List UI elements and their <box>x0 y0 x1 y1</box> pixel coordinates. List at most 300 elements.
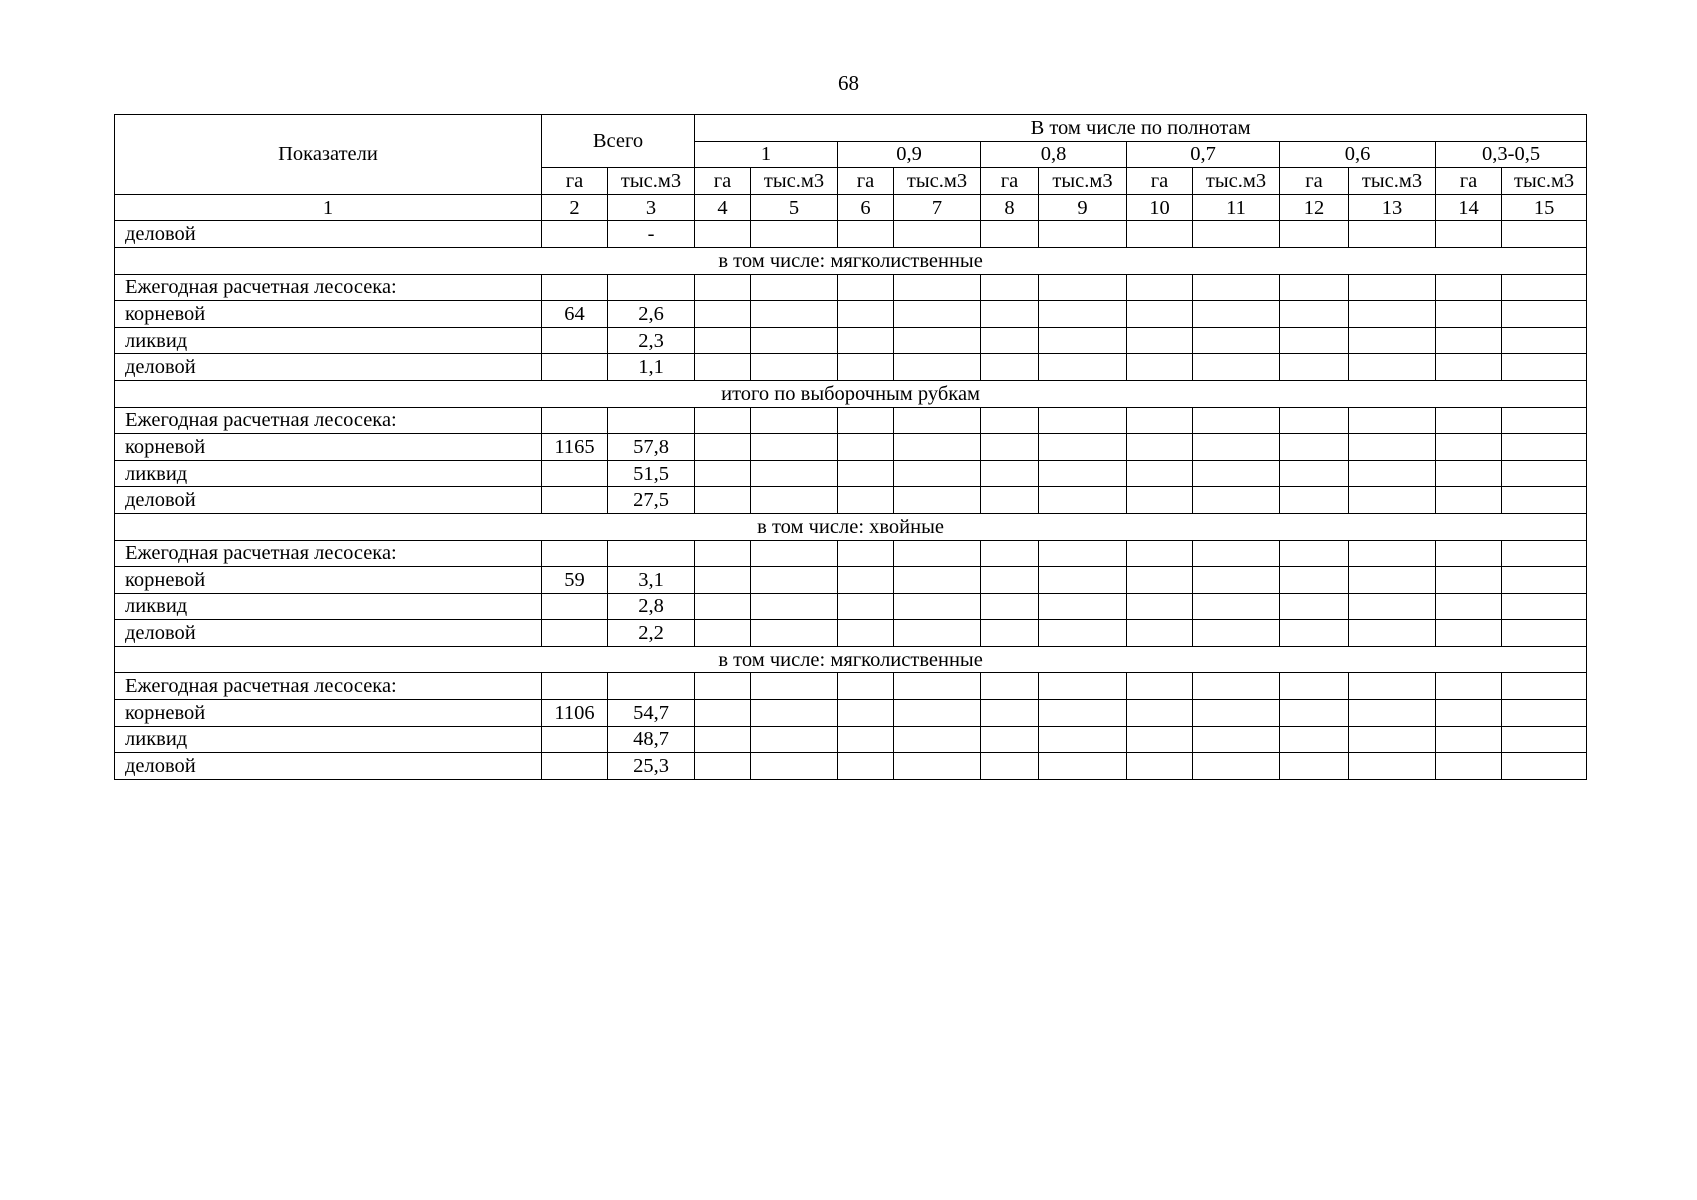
density-cell <box>894 567 981 594</box>
row-label: корневой <box>115 301 542 328</box>
density-cell <box>981 301 1039 328</box>
table-row <box>115 301 1587 328</box>
density-cell <box>1127 274 1193 301</box>
column-number: 8 <box>981 194 1039 221</box>
column-number-row <box>115 194 1587 221</box>
density-cell <box>838 354 894 381</box>
density-cell <box>751 673 838 700</box>
density-cell <box>838 434 894 461</box>
total-ha-cell: 64 <box>542 301 608 328</box>
density-cell <box>1436 274 1502 301</box>
table-row <box>115 407 1587 434</box>
total-ha-cell <box>542 354 608 381</box>
density-cell <box>1127 407 1193 434</box>
total-ha-cell <box>542 593 608 620</box>
density-cell <box>1127 354 1193 381</box>
density-cell <box>894 700 981 727</box>
density-cell <box>695 540 751 567</box>
density-header: 0,8 <box>981 141 1127 168</box>
density-cell <box>751 301 838 328</box>
density-cell <box>1193 327 1280 354</box>
density-cell <box>1349 620 1436 647</box>
density-cell <box>1349 274 1436 301</box>
column-number: 11 <box>1193 194 1280 221</box>
density-cell <box>1127 301 1193 328</box>
density-cell <box>695 487 751 514</box>
density-cell <box>695 753 751 780</box>
density-cell <box>1193 354 1280 381</box>
density-cell <box>751 620 838 647</box>
section-row <box>115 380 1587 407</box>
density-cell <box>1039 620 1127 647</box>
row-label: ликвид <box>115 593 542 620</box>
density-cell <box>981 753 1039 780</box>
section-title: итого по выборочным рубкам <box>115 380 1587 407</box>
density-header: 0,3-0,5 <box>1436 141 1587 168</box>
total-ha-cell: 59 <box>542 567 608 594</box>
total-volume-cell: 2,2 <box>608 620 695 647</box>
density-cell <box>1280 487 1349 514</box>
density-cell <box>1502 407 1587 434</box>
density-cell <box>1039 327 1127 354</box>
density-cell <box>1349 753 1436 780</box>
row-label: корневой <box>115 700 542 727</box>
density-header: 1 <box>695 141 838 168</box>
unit-ha-header: га <box>1280 168 1349 195</box>
density-cell <box>838 221 894 248</box>
table-row <box>115 567 1587 594</box>
density-cell <box>695 593 751 620</box>
section-row <box>115 646 1587 673</box>
density-cell <box>1349 567 1436 594</box>
density-cell <box>1502 700 1587 727</box>
density-cell <box>1127 540 1193 567</box>
density-cell <box>981 620 1039 647</box>
column-number: 5 <box>751 194 838 221</box>
density-cell <box>838 753 894 780</box>
density-cell <box>981 673 1039 700</box>
total-volume-cell <box>608 540 695 567</box>
density-cell <box>894 221 981 248</box>
density-cell <box>751 460 838 487</box>
density-cell <box>981 700 1039 727</box>
table-row <box>115 540 1587 567</box>
row-label: ликвид <box>115 726 542 753</box>
density-cell <box>1349 460 1436 487</box>
density-cell <box>1280 593 1349 620</box>
density-cell <box>1127 700 1193 727</box>
total-ha-cell <box>542 753 608 780</box>
density-cell <box>1280 434 1349 461</box>
density-cell <box>1349 540 1436 567</box>
density-cell <box>1436 354 1502 381</box>
section-row <box>115 247 1587 274</box>
density-cell <box>1193 460 1280 487</box>
density-cell <box>894 540 981 567</box>
column-number: 1 <box>115 194 542 221</box>
density-cell <box>1127 221 1193 248</box>
density-cell <box>1280 407 1349 434</box>
density-cell <box>894 460 981 487</box>
table-row <box>115 460 1587 487</box>
total-volume-cell <box>608 274 695 301</box>
density-cell <box>1193 753 1280 780</box>
density-cell <box>838 540 894 567</box>
density-cell <box>838 327 894 354</box>
column-number: 12 <box>1280 194 1349 221</box>
density-cell <box>1436 673 1502 700</box>
table-row <box>115 354 1587 381</box>
density-cell <box>981 567 1039 594</box>
unit-ha-header: га <box>695 168 751 195</box>
header-total: Всего <box>542 115 695 168</box>
density-cell <box>894 434 981 461</box>
density-cell <box>1193 673 1280 700</box>
density-cell <box>1039 274 1127 301</box>
row-label: деловой <box>115 753 542 780</box>
density-cell <box>1039 700 1127 727</box>
density-cell <box>1039 487 1127 514</box>
section-title: в том числе: мягколиственные <box>115 646 1587 673</box>
density-cell <box>1193 726 1280 753</box>
density-cell <box>1502 540 1587 567</box>
density-cell <box>894 301 981 328</box>
table-row <box>115 673 1587 700</box>
density-cell <box>1127 487 1193 514</box>
total-ha-cell <box>542 460 608 487</box>
density-cell <box>1280 301 1349 328</box>
unit-volume-header: тыс.м3 <box>1502 168 1587 195</box>
density-cell <box>894 753 981 780</box>
density-cell <box>1349 593 1436 620</box>
density-cell <box>1436 726 1502 753</box>
density-cell <box>1039 434 1127 461</box>
density-cell <box>1436 327 1502 354</box>
density-cell <box>1280 221 1349 248</box>
density-cell <box>751 354 838 381</box>
density-cell <box>981 460 1039 487</box>
density-cell <box>838 274 894 301</box>
density-cell <box>751 540 838 567</box>
density-cell <box>1436 567 1502 594</box>
density-cell <box>1193 221 1280 248</box>
table-row <box>115 434 1587 461</box>
density-cell <box>1039 673 1127 700</box>
total-volume-cell: 51,5 <box>608 460 695 487</box>
density-cell <box>894 726 981 753</box>
density-cell <box>1436 487 1502 514</box>
row-label: деловой <box>115 487 542 514</box>
total-ha-cell <box>542 673 608 700</box>
density-cell <box>894 487 981 514</box>
density-cell <box>981 434 1039 461</box>
total-ha-cell <box>542 540 608 567</box>
density-cell <box>695 673 751 700</box>
density-cell <box>695 620 751 647</box>
total-ha-cell: 1165 <box>542 434 608 461</box>
unit-volume-header: тыс.м3 <box>1039 168 1127 195</box>
density-cell <box>1436 700 1502 727</box>
density-cell <box>1127 753 1193 780</box>
density-cell <box>751 567 838 594</box>
density-cell <box>838 620 894 647</box>
density-cell <box>695 354 751 381</box>
density-cell <box>1436 460 1502 487</box>
total-volume-cell: 25,3 <box>608 753 695 780</box>
density-cell <box>695 327 751 354</box>
density-cell <box>1436 434 1502 461</box>
density-cell <box>1280 567 1349 594</box>
column-number: 7 <box>894 194 981 221</box>
density-cell <box>1039 460 1127 487</box>
density-cell <box>1039 540 1127 567</box>
row-label: Ежегодная расчетная лесосека: <box>115 274 542 301</box>
density-cell <box>838 700 894 727</box>
density-cell <box>1436 620 1502 647</box>
density-cell <box>1280 540 1349 567</box>
density-cell <box>1039 753 1127 780</box>
density-cell <box>1280 726 1349 753</box>
row-label: Ежегодная расчетная лесосека: <box>115 540 542 567</box>
total-volume-cell: 27,5 <box>608 487 695 514</box>
unit-volume-header: тыс.м3 <box>1349 168 1436 195</box>
density-cell <box>751 407 838 434</box>
density-cell <box>838 301 894 328</box>
row-label: корневой <box>115 567 542 594</box>
table-row <box>115 327 1587 354</box>
density-cell <box>1349 434 1436 461</box>
unit-ha-header: га <box>542 168 608 195</box>
density-cell <box>695 301 751 328</box>
total-volume-cell: 2,6 <box>608 301 695 328</box>
density-cell <box>981 540 1039 567</box>
density-cell <box>1502 301 1587 328</box>
density-cell <box>981 274 1039 301</box>
density-cell <box>1502 753 1587 780</box>
density-cell <box>751 221 838 248</box>
density-cell <box>1193 487 1280 514</box>
density-cell <box>1039 354 1127 381</box>
density-cell <box>751 700 838 727</box>
column-number: 4 <box>695 194 751 221</box>
density-cell <box>1280 460 1349 487</box>
density-cell <box>1039 221 1127 248</box>
density-cell <box>1193 540 1280 567</box>
density-cell <box>1349 354 1436 381</box>
column-number: 2 <box>542 194 608 221</box>
density-header: 0,6 <box>1280 141 1436 168</box>
density-cell <box>695 434 751 461</box>
density-cell <box>1502 327 1587 354</box>
density-cell <box>1436 407 1502 434</box>
unit-volume-header: тыс.м3 <box>608 168 695 195</box>
unit-ha-header: га <box>838 168 894 195</box>
density-cell <box>894 354 981 381</box>
density-header: 0,7 <box>1127 141 1280 168</box>
column-number: 6 <box>838 194 894 221</box>
density-cell <box>1349 673 1436 700</box>
density-cell <box>1039 593 1127 620</box>
density-cell <box>1039 567 1127 594</box>
density-cell <box>838 407 894 434</box>
unit-volume-header: тыс.м3 <box>1193 168 1280 195</box>
total-ha-cell: 1106 <box>542 700 608 727</box>
density-cell <box>1502 673 1587 700</box>
density-cell <box>1280 620 1349 647</box>
header-indicators: Показатели <box>115 115 542 195</box>
density-cell <box>695 407 751 434</box>
row-label: деловой <box>115 620 542 647</box>
density-cell <box>1502 460 1587 487</box>
density-cell <box>695 567 751 594</box>
row-label: корневой <box>115 434 542 461</box>
density-cell <box>1039 407 1127 434</box>
density-cell <box>695 700 751 727</box>
density-cell <box>751 593 838 620</box>
density-cell <box>1193 434 1280 461</box>
column-number: 14 <box>1436 194 1502 221</box>
column-number: 3 <box>608 194 695 221</box>
row-label: Ежегодная расчетная лесосека: <box>115 407 542 434</box>
unit-ha-header: га <box>1436 168 1502 195</box>
page-number: 68 <box>838 71 859 95</box>
density-cell <box>1193 620 1280 647</box>
density-cell <box>1193 301 1280 328</box>
density-cell <box>695 221 751 248</box>
density-cell <box>1502 354 1587 381</box>
density-cell <box>1127 620 1193 647</box>
row-label: Ежегодная расчетная лесосека: <box>115 673 542 700</box>
density-cell <box>1280 354 1349 381</box>
density-cell <box>751 487 838 514</box>
density-cell <box>1193 274 1280 301</box>
total-volume-cell <box>608 407 695 434</box>
table-row <box>115 274 1587 301</box>
density-cell <box>751 434 838 461</box>
density-cell <box>981 407 1039 434</box>
density-cell <box>1349 301 1436 328</box>
column-number: 10 <box>1127 194 1193 221</box>
density-cell <box>1349 221 1436 248</box>
table-row <box>115 700 1587 727</box>
density-cell <box>838 567 894 594</box>
density-cell <box>838 487 894 514</box>
density-header: 0,9 <box>838 141 981 168</box>
unit-volume-header: тыс.м3 <box>894 168 981 195</box>
table-row <box>115 593 1587 620</box>
density-cell <box>894 673 981 700</box>
row-label: деловой <box>115 221 542 248</box>
density-cell <box>894 407 981 434</box>
density-cell <box>1280 673 1349 700</box>
total-volume-cell: 1,1 <box>608 354 695 381</box>
total-volume-cell: 2,8 <box>608 593 695 620</box>
section-row <box>115 513 1587 540</box>
density-cell <box>1127 673 1193 700</box>
total-ha-cell <box>542 274 608 301</box>
density-cell <box>981 221 1039 248</box>
total-ha-cell <box>542 407 608 434</box>
density-cell <box>695 726 751 753</box>
density-cell <box>838 726 894 753</box>
density-cell <box>751 327 838 354</box>
total-ha-cell <box>542 327 608 354</box>
density-cell <box>1436 593 1502 620</box>
density-cell <box>838 593 894 620</box>
table-row <box>115 221 1587 248</box>
density-cell <box>1436 753 1502 780</box>
density-cell <box>1127 726 1193 753</box>
total-ha-cell <box>542 221 608 248</box>
density-cell <box>1436 540 1502 567</box>
total-ha-cell <box>542 620 608 647</box>
total-volume-cell: 2,3 <box>608 327 695 354</box>
header-by-density: В том числе по полнотам <box>695 115 1587 142</box>
table-row <box>115 620 1587 647</box>
density-cell <box>981 726 1039 753</box>
unit-ha-header: га <box>1127 168 1193 195</box>
density-cell <box>1127 593 1193 620</box>
density-cell <box>1502 567 1587 594</box>
total-volume-cell: 54,7 <box>608 700 695 727</box>
density-cell <box>1127 327 1193 354</box>
row-label: деловой <box>115 354 542 381</box>
density-cell <box>1039 301 1127 328</box>
density-cell <box>1349 327 1436 354</box>
density-cell <box>1349 700 1436 727</box>
density-cell <box>1436 221 1502 248</box>
density-cell <box>894 327 981 354</box>
density-cell <box>1039 726 1127 753</box>
total-volume-cell: 57,8 <box>608 434 695 461</box>
density-cell <box>695 460 751 487</box>
density-cell <box>1502 434 1587 461</box>
density-cell <box>1280 753 1349 780</box>
density-cell <box>695 274 751 301</box>
density-cell <box>1193 407 1280 434</box>
table-row <box>115 753 1587 780</box>
density-cell <box>838 460 894 487</box>
total-ha-cell <box>542 487 608 514</box>
total-ha-cell <box>542 726 608 753</box>
unit-ha-header: га <box>981 168 1039 195</box>
density-cell <box>894 620 981 647</box>
section-title: в том числе: мягколиственные <box>115 247 1587 274</box>
total-volume-cell: - <box>608 221 695 248</box>
density-cell <box>894 274 981 301</box>
density-cell <box>981 354 1039 381</box>
density-cell <box>1193 593 1280 620</box>
density-cell <box>1280 327 1349 354</box>
section-title: в том числе: хвойные <box>115 513 1587 540</box>
column-number: 15 <box>1502 194 1587 221</box>
density-cell <box>894 593 981 620</box>
density-cell <box>1280 274 1349 301</box>
total-volume-cell <box>608 673 695 700</box>
density-cell <box>1502 274 1587 301</box>
row-label: ликвид <box>115 327 542 354</box>
density-cell <box>751 274 838 301</box>
density-cell <box>1193 567 1280 594</box>
density-cell <box>751 753 838 780</box>
table-row <box>115 487 1587 514</box>
density-cell <box>1127 567 1193 594</box>
density-cell <box>1127 434 1193 461</box>
density-cell <box>981 327 1039 354</box>
total-volume-cell: 3,1 <box>608 567 695 594</box>
density-cell <box>1349 407 1436 434</box>
density-cell <box>1193 700 1280 727</box>
